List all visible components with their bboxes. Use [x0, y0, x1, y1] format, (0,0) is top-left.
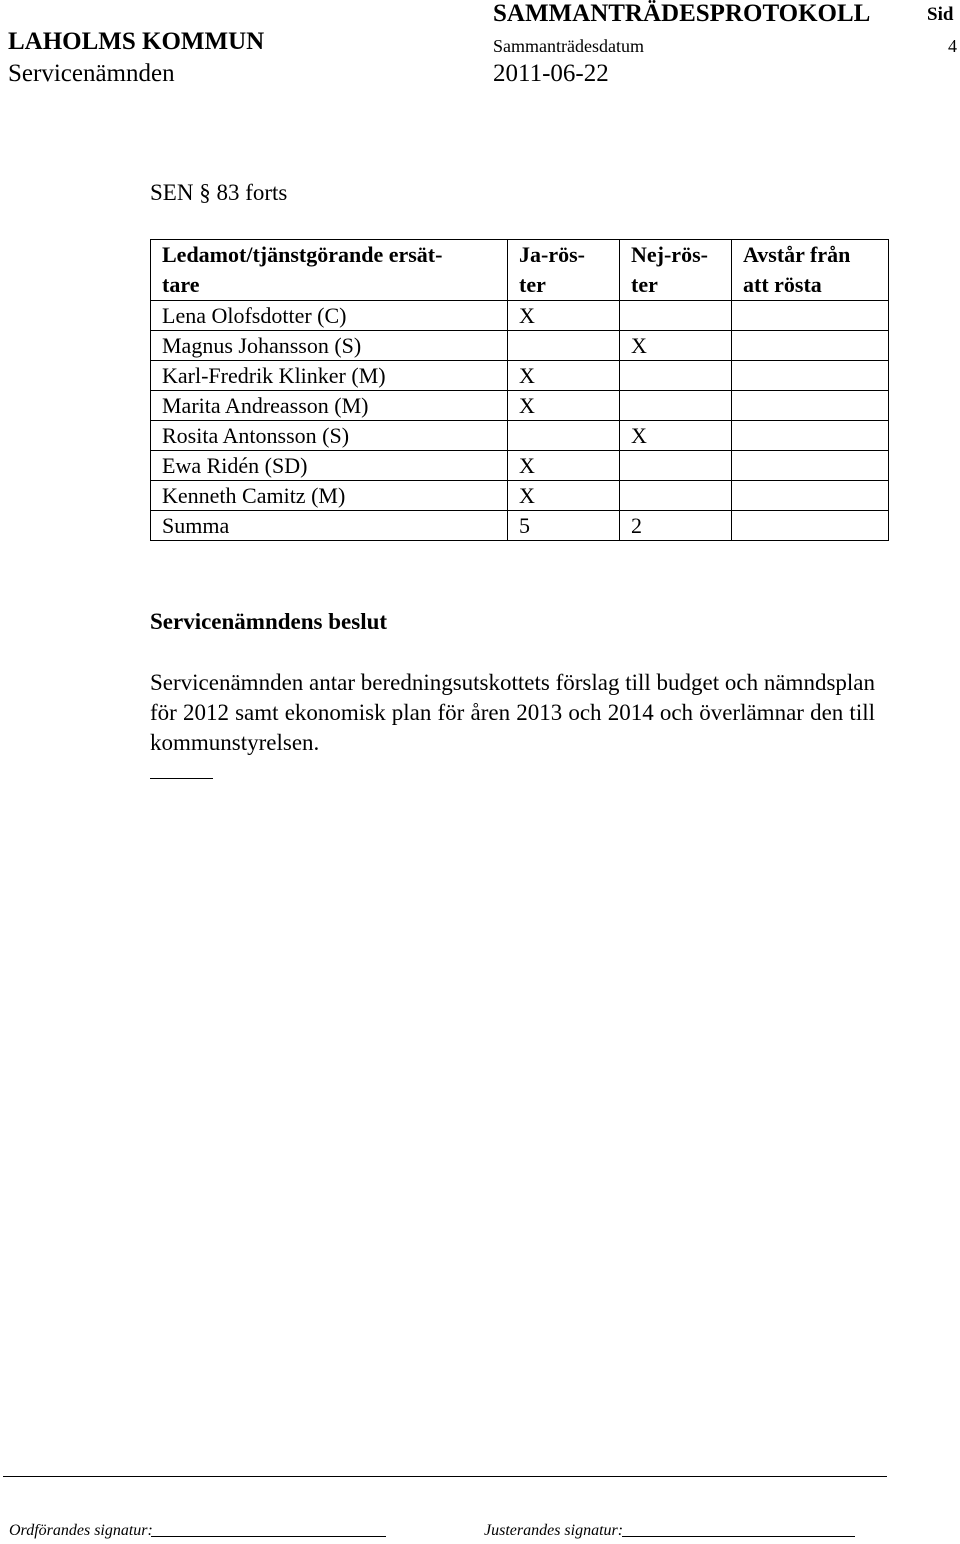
- chair-signature-label: Ordförandes signatur:: [9, 1522, 153, 1539]
- department-name: Servicenämnden: [8, 60, 175, 87]
- abstain-header-line2: att rösta: [743, 272, 822, 297]
- sum-label: Summa: [151, 511, 508, 541]
- table-row: [151, 481, 889, 511]
- vote-table-header-row: [151, 240, 889, 301]
- sum-no: 2: [620, 511, 732, 541]
- member-name: Karl-Fredrik Klinker (M): [151, 361, 508, 391]
- member-name: Rosita Antonsson (S): [151, 421, 508, 451]
- abstain-vote: [732, 331, 889, 361]
- organization-name: LAHOLMS KOMMUN: [8, 28, 265, 55]
- member-name: Kenneth Camitz (M): [151, 481, 508, 511]
- abstain-vote: [732, 361, 889, 391]
- member-header-line2: tare: [162, 272, 200, 297]
- yes-vote: X: [508, 481, 620, 511]
- abstain-header-line1: Avstår från: [743, 242, 851, 267]
- no-header-line1: Nej-rös-: [631, 242, 708, 267]
- sum-yes: 5: [508, 511, 620, 541]
- abstain-vote: [732, 301, 889, 331]
- yes-header-line2: ter: [519, 272, 546, 297]
- decision-heading: Servicenämndens beslut: [150, 609, 388, 634]
- meeting-date-label: Sammanträdesdatum: [493, 36, 644, 56]
- no-vote: [620, 451, 732, 481]
- table-row: [151, 421, 889, 451]
- adjuster-signature-line: [622, 1536, 855, 1537]
- document-type: SAMMANTRÄDESPROTOKOLL: [493, 0, 871, 27]
- no-vote: X: [620, 331, 732, 361]
- yes-vote: X: [508, 301, 620, 331]
- page-label: Sid: [927, 4, 954, 25]
- member-column-header: [151, 240, 508, 301]
- abstain-vote: [732, 451, 889, 481]
- member-name: Magnus Johansson (S): [151, 331, 508, 361]
- no-vote: X: [620, 421, 732, 451]
- no-header-line2: ter: [631, 272, 658, 297]
- table-row: [151, 391, 889, 421]
- member-header-line1: Ledamot/tjänstgörande ersät-: [162, 242, 443, 267]
- vote-table: [150, 239, 889, 541]
- section-title: SEN § 83 forts: [150, 180, 288, 205]
- no-vote: [620, 481, 732, 511]
- meeting-date: 2011-06-22: [493, 60, 609, 87]
- member-name: Lena Olofsdotter (C): [151, 301, 508, 331]
- yes-vote: X: [508, 361, 620, 391]
- yes-column-header: [508, 240, 620, 301]
- abstain-vote: [732, 421, 889, 451]
- no-vote: [620, 391, 732, 421]
- yes-vote: [508, 421, 620, 451]
- table-row: [151, 331, 889, 361]
- end-of-section-rule: [150, 778, 213, 779]
- yes-vote: [508, 331, 620, 361]
- chair-signature-line: [151, 1536, 386, 1537]
- abstain-vote: [732, 391, 889, 421]
- yes-header-line1: Ja-rös-: [519, 242, 585, 267]
- member-name: Ewa Ridén (SD): [151, 451, 508, 481]
- no-column-header: [620, 240, 732, 301]
- abstain-column-header: [732, 240, 889, 301]
- abstain-vote: [732, 481, 889, 511]
- sum-row: [151, 511, 889, 541]
- no-vote: [620, 361, 732, 391]
- table-row: [151, 361, 889, 391]
- yes-vote: X: [508, 451, 620, 481]
- member-name: Marita Andreasson (M): [151, 391, 508, 421]
- table-row: [151, 451, 889, 481]
- decision-text: Servicenämnden antar beredningsutskottets förslag till budget och nämndsplan för 2012 samt ekonomisk plan för åren 2013 och 2014 och överlämnar den till kommunstyrelsen.: [150, 670, 875, 755]
- table-row: [151, 301, 889, 331]
- footer-divider: [3, 1476, 887, 1477]
- yes-vote: X: [508, 391, 620, 421]
- no-vote: [620, 301, 732, 331]
- sum-abstain: [732, 511, 889, 541]
- adjuster-signature-label: Justerandes signatur:: [484, 1522, 624, 1539]
- page-number: 4: [948, 36, 957, 56]
